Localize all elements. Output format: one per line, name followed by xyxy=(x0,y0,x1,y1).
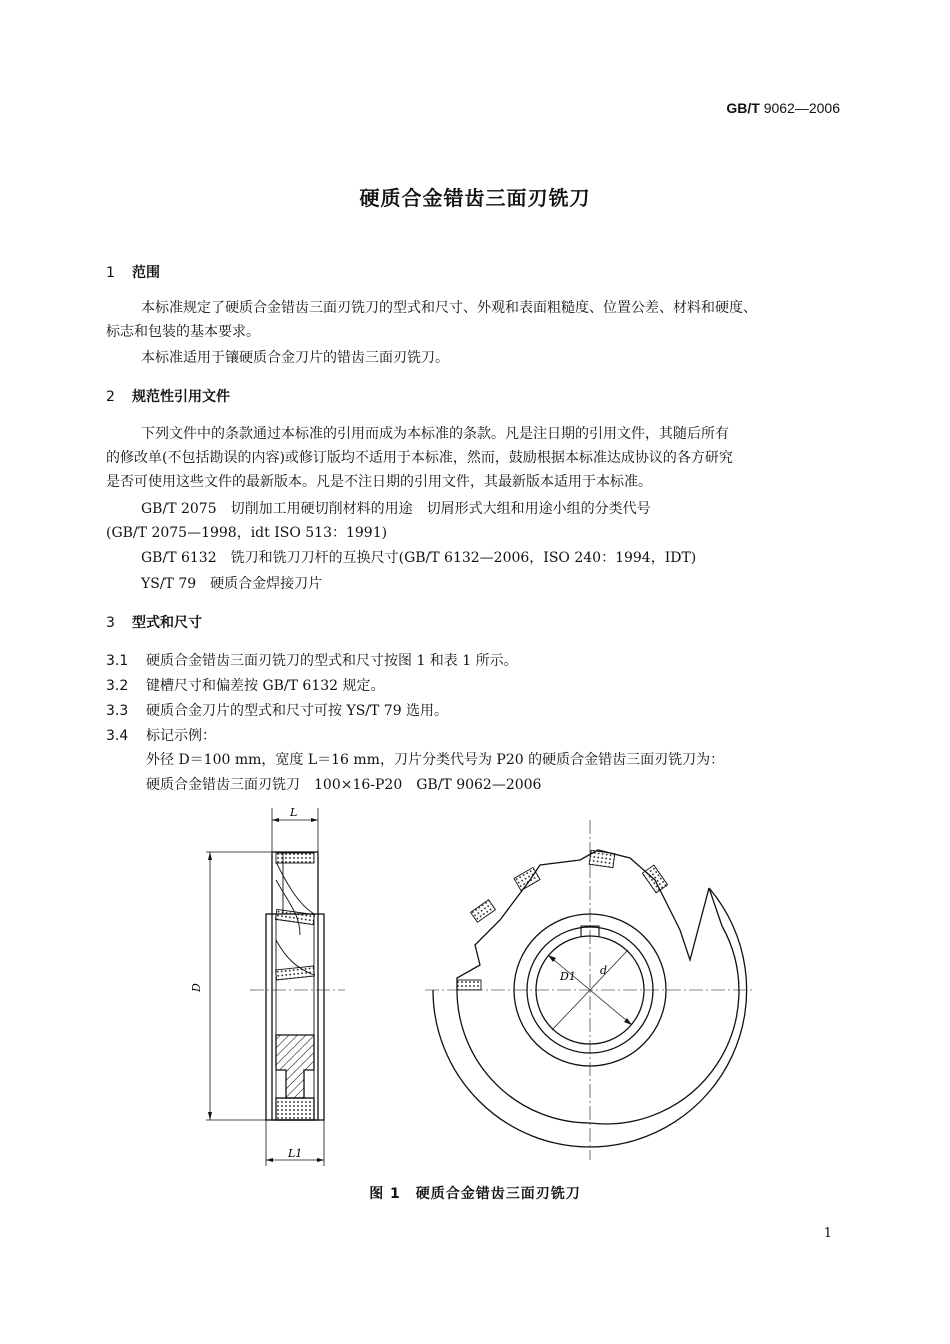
reference-gbt2075: GB/T 2075 切削加工用硬切削材料的用途 切屑形式大组和用途小组的分类代号 xyxy=(141,501,651,517)
side-view xyxy=(206,808,345,1166)
reference-gbt2075-cont: (GB/T 2075—1998，idt ISO 513：1991) xyxy=(106,525,388,541)
label-D1: D1 xyxy=(560,970,576,983)
label-d: d xyxy=(600,964,608,977)
s2-paragraph-line: 是否可使用这些文件的最新版本。凡是不注日期的引用文件，其最新版本适用于本标准。 xyxy=(106,474,652,490)
page-number: 1 xyxy=(823,1226,832,1241)
standard-number: GB/T 9062—2006 xyxy=(726,100,840,116)
figure-1-drawing xyxy=(170,800,770,1180)
figure-1-caption: 图 1 硬质合金错齿三面刃铣刀 xyxy=(369,1186,581,1202)
s1-scope-paragraph: 本标准适用于镶硬质合金刀片的错齿三面刃铣刀。 xyxy=(141,350,449,366)
section-3-heading: 3 型式和尺寸 xyxy=(106,615,202,631)
s1-paragraph-line: 本标准规定了硬质合金错齿三面刃铣刀的型式和尺寸、外观和表面粗糙度、位置公差、材料和硬度、 xyxy=(141,300,757,316)
marking-example-designation: 硬质合金错齿三面刃铣刀 100×16-P20 GB/T 9062—2006 xyxy=(146,777,542,793)
reference-gbt6132: GB/T 6132 铣刀和铣刀刀杆的互换尺寸(GB/T 6132—2006，ISO 240：1994，IDT) xyxy=(141,550,697,566)
clause-3-4: 3.4 标记示例： xyxy=(106,728,216,744)
clause-3-2: 3.2 键槽尺寸和偏差按 GB/T 6132 规定。 xyxy=(106,678,385,694)
section-2-heading: 2 规范性引用文件 xyxy=(106,389,230,405)
section-1-heading: 1 范围 xyxy=(106,265,160,281)
marking-example-desc: 外径 D＝100 mm，宽度 L＝16 mm，刀片分类代号为 P20 的硬质合金错齿三面刃铣刀为： xyxy=(146,752,725,768)
front-view xyxy=(425,820,752,1160)
reference-yst79: YS/T 79 硬质合金焊接刀片 xyxy=(141,576,323,592)
label-L: L xyxy=(290,806,298,819)
document-title: 硬质合金错齿三面刃铣刀 xyxy=(359,186,591,210)
s1-paragraph-line: 标志和包装的基本要求。 xyxy=(106,324,260,340)
s2-paragraph-line: 下列文件中的条款通过本标准的引用而成为本标准的条款。凡是注日期的引用文件，其随后所有 xyxy=(141,426,729,442)
s2-paragraph-line: 的修改单(不包括勘误的内容)或修订版均不适用于本标准，然而，鼓励根据本标准达成协议的各方研究 xyxy=(106,450,733,466)
label-D: D xyxy=(190,983,203,992)
clause-3-3: 3.3 硬质合金刀片的型式和尺寸可按 YS/T 79 选用。 xyxy=(106,703,449,719)
label-L1: L1 xyxy=(288,1147,303,1160)
clause-3-1: 3.1 硬质合金错齿三面刃铣刀的型式和尺寸按图 1 和表 1 所示。 xyxy=(106,653,518,669)
